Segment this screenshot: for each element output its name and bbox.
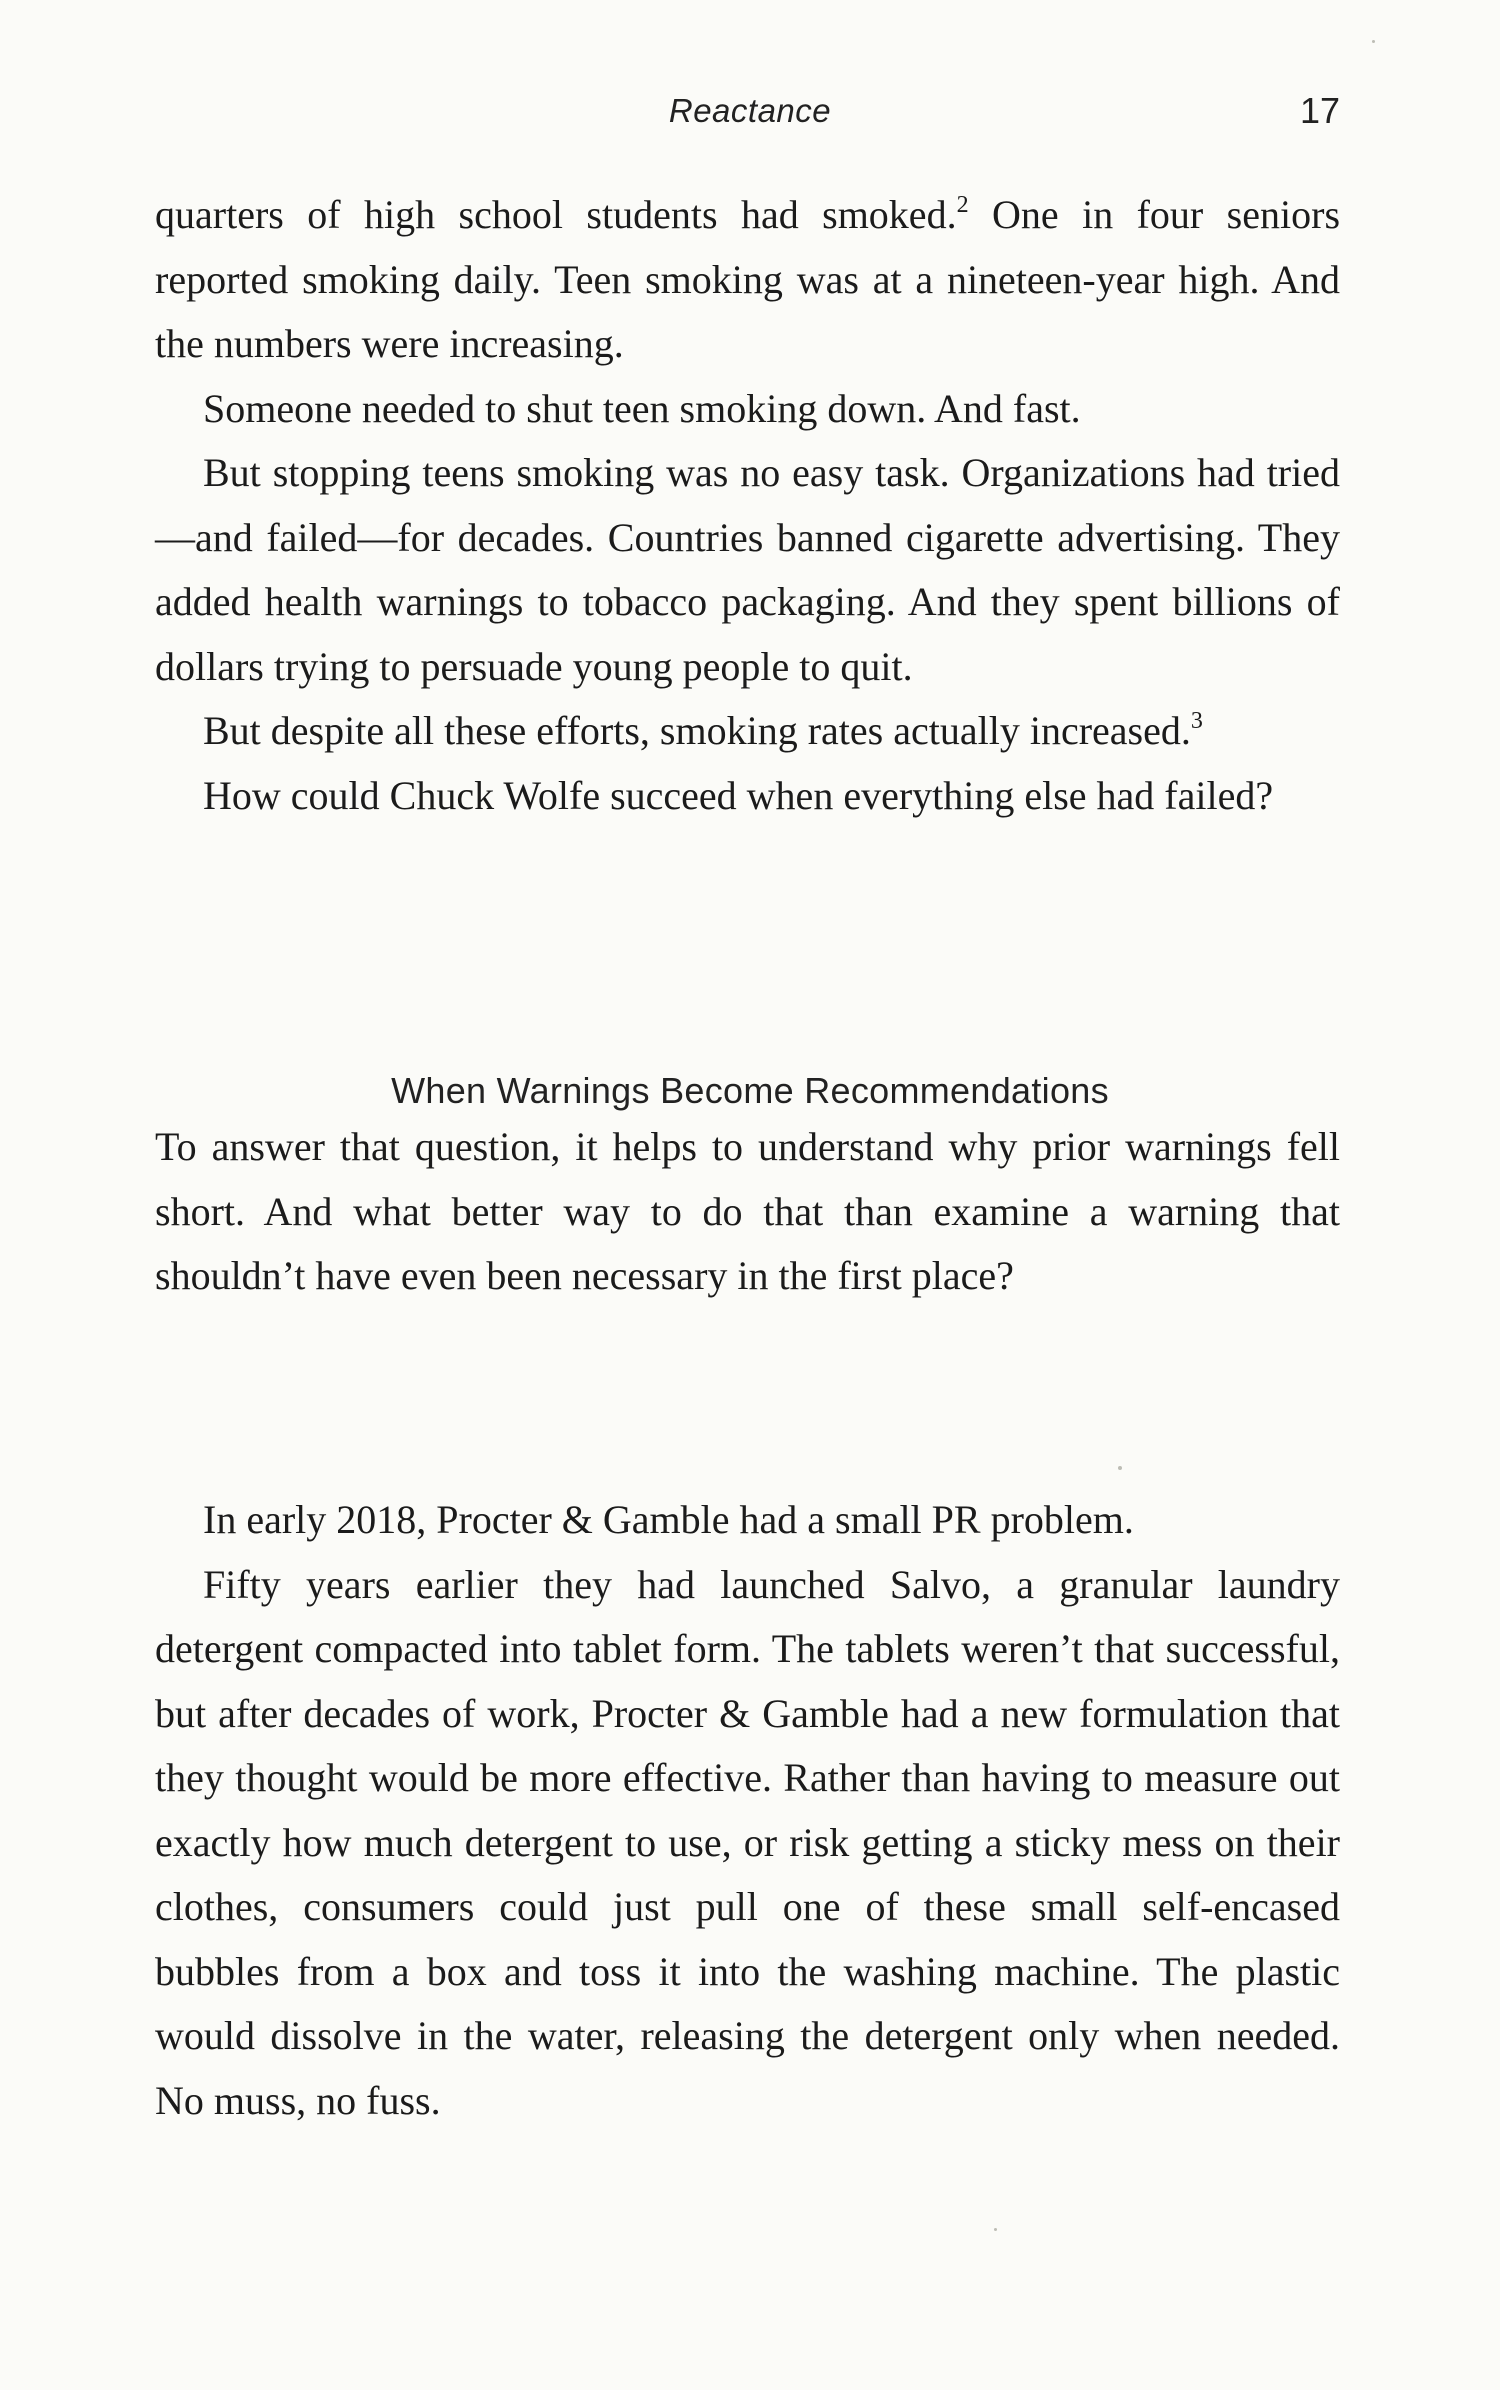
running-title: Reactance bbox=[668, 92, 832, 129]
paragraph-text: One in four seniors reported smoking daily. Teen smoking was at a nineteen-year high. And the numbers were increasing. bbox=[155, 192, 1341, 366]
paragraph: How could Chuck Wolfe succeed when everything else had failed? bbox=[203, 772, 1274, 818]
footnote-marker: 2 bbox=[956, 191, 969, 218]
running-head bbox=[0, 82, 1500, 142]
paragraph-text: quarters of high school students had smoked. bbox=[155, 192, 957, 237]
story-text-block bbox=[155, 1488, 1340, 2133]
paragraph: But stopping teens smoking was no easy task. Organizations had tried—and failed—for decades. Countries banned cigarette advertising. They added health warnings to tobacco packaging. And they spent billions of dollars trying to persuade young people to quit. bbox=[155, 450, 1340, 689]
paragraph: To answer that question, it helps to understand why prior warnings fell short. And what better way to do that than examine a warning that shouldn’t have even been necessary in the first place? bbox=[155, 1124, 1340, 1298]
page-number: 17 bbox=[1299, 90, 1340, 131]
opening-text-block bbox=[155, 183, 1340, 828]
paragraph: Someone needed to shut teen smoking down. And fast. bbox=[203, 385, 1081, 431]
section-heading: When Warnings Become Recommendations bbox=[391, 1070, 1109, 1111]
paragraph bbox=[155, 699, 1340, 764]
scan-speck bbox=[1372, 40, 1375, 43]
paragraph-text: But despite all these efforts, smoking rates actually increased. bbox=[203, 708, 1191, 753]
scan-speck bbox=[1118, 1466, 1122, 1470]
scan-speck bbox=[994, 2228, 997, 2231]
paragraph-continued bbox=[155, 183, 1340, 377]
footnote-marker: 3 bbox=[1190, 707, 1203, 734]
paragraph: In early 2018, Procter & Gamble had a small PR problem. bbox=[203, 1497, 1134, 1542]
section-intro-block bbox=[155, 1115, 1340, 1309]
paragraph: Fifty years earlier they had launched Salvo, a granular laundry detergent compacted into tablet form. The tablets weren’t that successful, but after decades of work, Procter & Gamble had a new formulation that they thought would be more effective. Rather than having to measure out exactly how much detergent to use, or risk getting a sticky mess on their clothes, consumers could just pull one of these small self-encased bubbles from a box and toss it into the washing machine. The plastic would dissolve in the water, releasing the detergent only when needed. No muss, no fuss. bbox=[155, 1561, 1340, 2123]
